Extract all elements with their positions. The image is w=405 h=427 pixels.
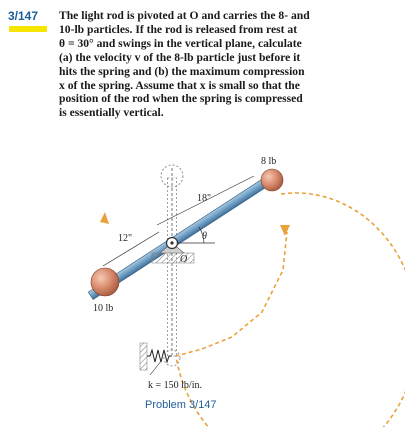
length-upper-label: 18" [197, 193, 212, 204]
mass-bottom-10lb [91, 268, 119, 296]
problem-line: (a) the velocity v of the 8-lb particle just before it [59, 50, 301, 64]
mass-bottom-label: 10 lb [93, 303, 114, 314]
problem-line: position of the rod when the spring is compressed [59, 92, 303, 106]
mass-top-8lb [261, 169, 283, 191]
length-lower-label: 12" [118, 233, 133, 244]
mass-top-label: 8 lb [261, 156, 277, 167]
problem-line: x of the spring. Assume that x is small so that the [59, 78, 300, 92]
spring-constant-label: k = 150 lb/in. [148, 380, 202, 391]
swing-arc [176, 193, 405, 427]
spring-pointer [150, 360, 162, 375]
pivot-base [152, 253, 194, 263]
problem-number: 3/147 [8, 9, 39, 23]
problem-line: 10-lb particles. If the rod is released from rest at [59, 22, 298, 36]
spring-coil [147, 350, 172, 362]
angle-label: θ [202, 231, 207, 242]
spring-wall [140, 343, 147, 370]
problem-line: θ = 30° and swings in the vertical plane, calculate [59, 36, 302, 50]
pivot-pin-center [170, 241, 173, 244]
problem-line: The light rod is pivoted at O and carries the 8- and [59, 9, 310, 22]
arc-arrow-icon [100, 212, 109, 224]
arc-arrow-icon [280, 225, 290, 236]
problem-line: hits the spring and (b) the maximum compression [59, 64, 305, 78]
pivot-label: O [180, 254, 188, 265]
figure-caption: Problem 3/147 [145, 399, 217, 411]
problem-line: is essentially vertical. [59, 106, 164, 120]
